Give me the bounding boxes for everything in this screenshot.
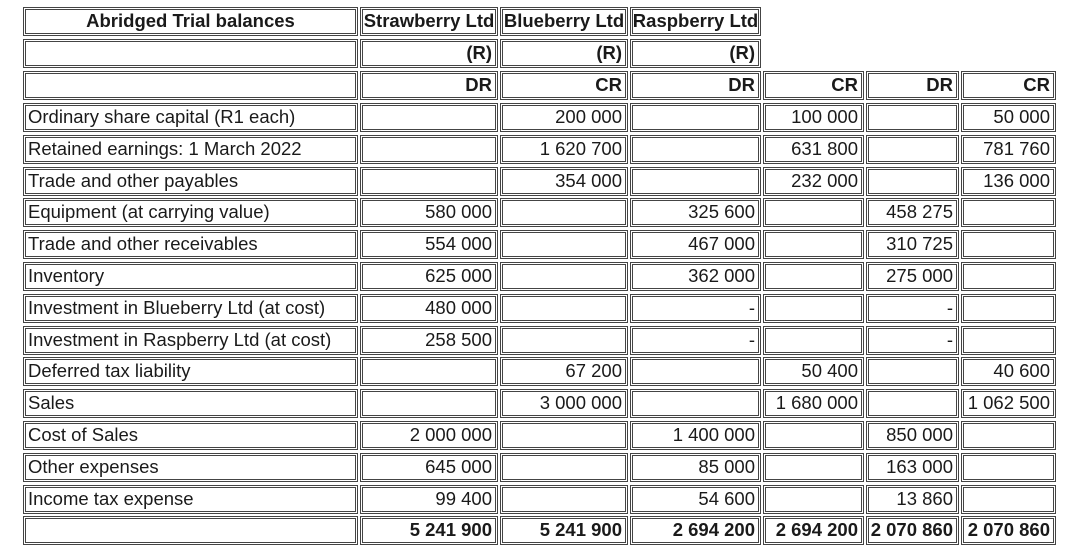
amount-cell: 54 600: [630, 485, 761, 514]
amount-cell: 310 725: [866, 230, 959, 259]
amount-cell: 554 000: [360, 230, 498, 259]
total-cell: 2 070 860: [961, 516, 1056, 545]
column-header-dr: DR: [630, 71, 761, 100]
amount-cell: [961, 294, 1056, 323]
amount-cell: -: [866, 326, 959, 355]
amount-cell: 354 000: [500, 167, 628, 196]
amount-cell: [500, 421, 628, 450]
amount-cell: [763, 326, 864, 355]
amount-cell: 781 760: [961, 135, 1056, 164]
amount-cell: [763, 294, 864, 323]
total-cell: 2 070 860: [866, 516, 959, 545]
amount-cell: 1 400 000: [630, 421, 761, 450]
amount-cell: [763, 262, 864, 291]
amount-cell: [500, 262, 628, 291]
totals-label: [23, 516, 358, 545]
amount-cell: 645 000: [360, 453, 498, 482]
column-header-cr: CR: [961, 71, 1056, 100]
amount-cell: [360, 389, 498, 418]
company-raspberry: Raspberry Ltd: [630, 7, 761, 36]
amount-cell: [360, 357, 498, 386]
column-header-dr: DR: [866, 71, 959, 100]
row-label: Inventory: [23, 262, 358, 291]
amount-cell: 467 000: [630, 230, 761, 259]
amount-cell: [961, 198, 1056, 227]
amount-cell: 2 000 000: [360, 421, 498, 450]
amount-cell: [630, 389, 761, 418]
amount-cell: 275 000: [866, 262, 959, 291]
amount-cell: [763, 421, 864, 450]
amount-cell: [961, 230, 1056, 259]
amount-cell: 1 680 000: [763, 389, 864, 418]
amount-cell: [866, 357, 959, 386]
amount-cell: [630, 103, 761, 132]
amount-cell: 362 000: [630, 262, 761, 291]
amount-cell: [630, 357, 761, 386]
company-blueberry: Blueberry Ltd: [500, 7, 628, 36]
row-label: Deferred tax liability: [23, 357, 358, 386]
amount-cell: -: [866, 294, 959, 323]
amount-cell: 258 500: [360, 326, 498, 355]
amount-cell: [866, 389, 959, 418]
amount-cell: [961, 326, 1056, 355]
amount-cell: [763, 230, 864, 259]
amount-cell: 631 800: [763, 135, 864, 164]
amount-cell: -: [630, 294, 761, 323]
amount-cell: [763, 453, 864, 482]
amount-cell: 458 275: [866, 198, 959, 227]
row-label: Trade and other receivables: [23, 230, 358, 259]
total-cell: 5 241 900: [360, 516, 498, 545]
amount-cell: [630, 167, 761, 196]
amount-cell: [500, 198, 628, 227]
amount-cell: 40 600: [961, 357, 1056, 386]
row-label: Cost of Sales: [23, 421, 358, 450]
amount-cell: 13 860: [866, 485, 959, 514]
amount-cell: 850 000: [866, 421, 959, 450]
amount-cell: [360, 167, 498, 196]
total-cell: 5 241 900: [500, 516, 628, 545]
amount-cell: [500, 294, 628, 323]
amount-cell: 163 000: [866, 453, 959, 482]
amount-cell: [763, 198, 864, 227]
amount-cell: 50 000: [961, 103, 1056, 132]
amount-cell: [360, 103, 498, 132]
header-blank: [23, 39, 358, 68]
amount-cell: 67 200: [500, 357, 628, 386]
amount-cell: [360, 135, 498, 164]
column-header-dr: DR: [360, 71, 498, 100]
amount-cell: [866, 135, 959, 164]
amount-cell: [961, 485, 1056, 514]
amount-cell: 3 000 000: [500, 389, 628, 418]
column-header-cr: CR: [763, 71, 864, 100]
row-label: Sales: [23, 389, 358, 418]
header-blank: [23, 71, 358, 100]
amount-cell: [961, 262, 1056, 291]
amount-cell: 1 062 500: [961, 389, 1056, 418]
amount-cell: [500, 230, 628, 259]
row-label: Investment in Raspberry Ltd (at cost): [23, 326, 358, 355]
amount-cell: [961, 453, 1056, 482]
amount-cell: 100 000: [763, 103, 864, 132]
amount-cell: 625 000: [360, 262, 498, 291]
row-label: Other expenses: [23, 453, 358, 482]
currency-raspberry: (R): [630, 39, 761, 68]
amount-cell: 200 000: [500, 103, 628, 132]
amount-cell: [961, 421, 1056, 450]
amount-cell: 480 000: [360, 294, 498, 323]
column-header-cr: CR: [500, 71, 628, 100]
company-strawberry: Strawberry Ltd: [360, 7, 498, 36]
amount-cell: [500, 453, 628, 482]
amount-cell: [866, 103, 959, 132]
amount-cell: -: [630, 326, 761, 355]
amount-cell: 136 000: [961, 167, 1056, 196]
row-label: Ordinary share capital (R1 each): [23, 103, 358, 132]
total-cell: 2 694 200: [763, 516, 864, 545]
amount-cell: 1 620 700: [500, 135, 628, 164]
row-label: Equipment (at carrying value): [23, 198, 358, 227]
row-label: Trade and other payables: [23, 167, 358, 196]
amount-cell: 50 400: [763, 357, 864, 386]
amount-cell: [500, 485, 628, 514]
amount-cell: 85 000: [630, 453, 761, 482]
table-title: Abridged Trial balances: [23, 7, 358, 36]
amount-cell: [500, 326, 628, 355]
row-label: Investment in Blueberry Ltd (at cost): [23, 294, 358, 323]
row-label: Retained earnings: 1 March 2022: [23, 135, 358, 164]
amount-cell: [763, 485, 864, 514]
row-label: Income tax expense: [23, 485, 358, 514]
amount-cell: 99 400: [360, 485, 498, 514]
amount-cell: [630, 135, 761, 164]
currency-blueberry: (R): [500, 39, 628, 68]
amount-cell: 325 600: [630, 198, 761, 227]
amount-cell: 580 000: [360, 198, 498, 227]
amount-cell: 232 000: [763, 167, 864, 196]
currency-strawberry: (R): [360, 39, 498, 68]
total-cell: 2 694 200: [630, 516, 761, 545]
amount-cell: [866, 167, 959, 196]
